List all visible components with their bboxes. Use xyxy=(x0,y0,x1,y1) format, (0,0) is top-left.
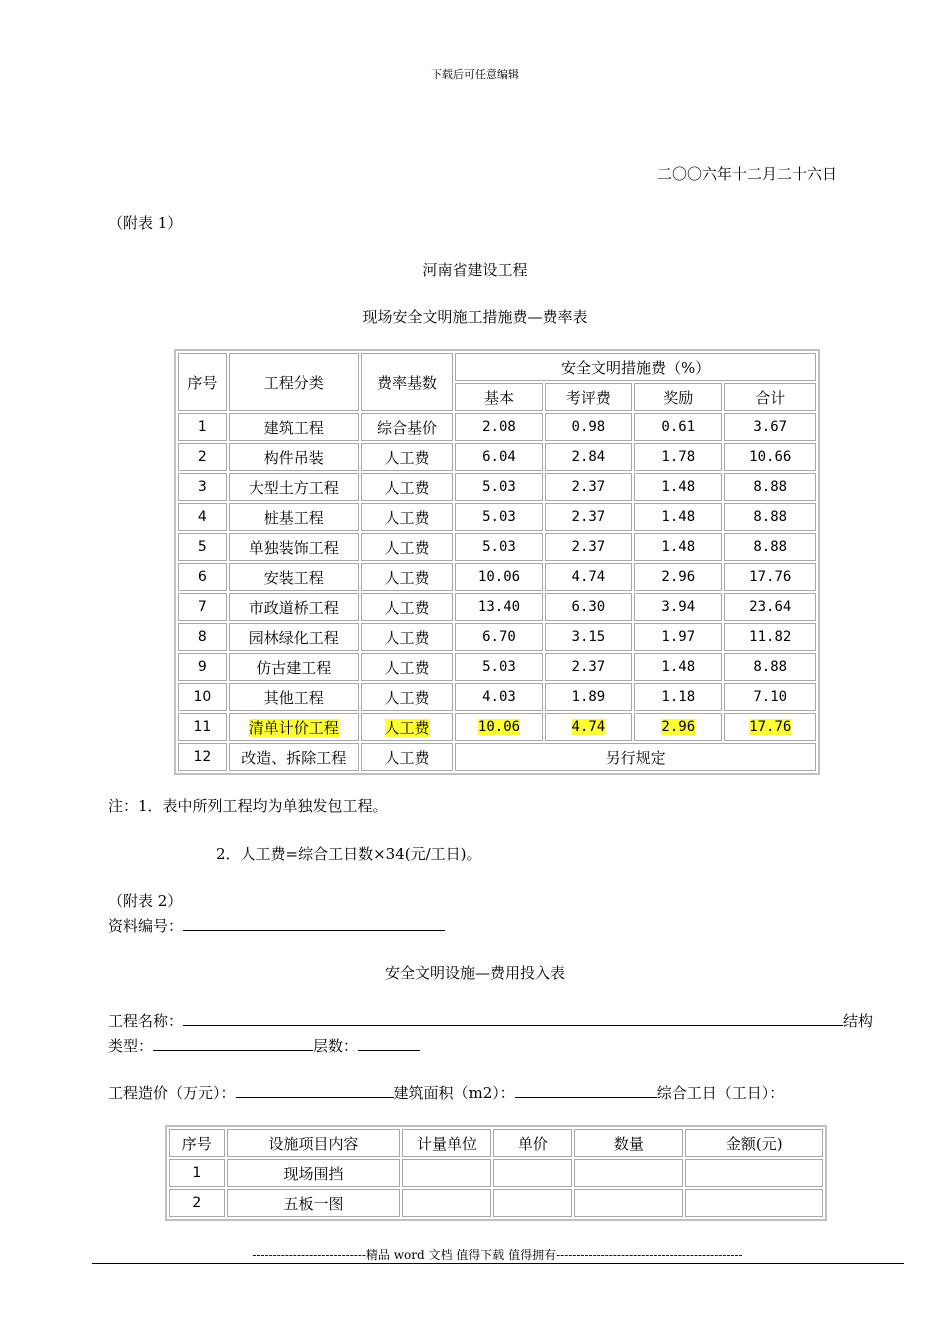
row-category: 市政道桥工程 xyxy=(229,593,359,621)
header-reward: 奖励 xyxy=(634,383,722,411)
row-total: 7.10 xyxy=(724,683,816,711)
row-total: 10.66 xyxy=(724,443,816,471)
row-basic: 5.03 xyxy=(455,653,542,681)
note-1: 注：1．表中所列工程均为单独发包工程。 xyxy=(108,797,388,815)
table-row xyxy=(178,653,816,681)
row-eval: 4.74 xyxy=(545,563,632,591)
row-no: 8 xyxy=(178,623,227,651)
cost-row xyxy=(108,1082,784,1103)
row-category: 改造、拆除工程 xyxy=(229,743,359,771)
row-base: 人工费 xyxy=(361,743,453,771)
row-reward: 1.48 xyxy=(634,503,722,531)
header-basic: 基本 xyxy=(455,383,542,411)
row-base: 综合基价 xyxy=(361,413,453,441)
floors-label: 层数： xyxy=(313,1037,359,1055)
row-category: 单独装饰工程 xyxy=(229,533,359,561)
table-row xyxy=(178,533,816,561)
table2-title: 安全文明设施—费用投入表 xyxy=(384,964,565,982)
header-category: 工程分类 xyxy=(229,353,359,411)
row-total: 23.64 xyxy=(724,593,816,621)
type-floors-row xyxy=(108,1035,420,1056)
cost-label: 工程造价（万元）： xyxy=(108,1084,236,1102)
row-base: 人工费 xyxy=(361,593,453,621)
doc-number-label: 资料编号： xyxy=(108,917,184,935)
project-name-row xyxy=(108,1010,873,1031)
table-row xyxy=(178,443,816,471)
row-eval: 0.98 xyxy=(545,413,632,441)
row-no: 7 xyxy=(178,593,227,621)
row-category: 仿古建工程 xyxy=(229,653,359,681)
row-category: 大型土方工程 xyxy=(229,473,359,501)
row-amount[interactable] xyxy=(685,1189,823,1217)
row-item: 五板一图 xyxy=(227,1189,401,1217)
row-no: 5 xyxy=(178,533,227,561)
row-total: 8.88 xyxy=(724,503,816,531)
row-eval: 2.37 xyxy=(545,653,632,681)
facility-cost-table xyxy=(165,1125,827,1221)
type-field[interactable] xyxy=(153,1036,313,1051)
table-row-highlighted xyxy=(178,713,816,741)
footer-divider xyxy=(92,1263,904,1264)
table-row xyxy=(178,473,816,501)
row-category: 构件吊装 xyxy=(229,443,359,471)
row-category xyxy=(229,713,359,741)
header-unit: 计量单位 xyxy=(402,1129,491,1157)
row-eval: 2.84 xyxy=(545,443,632,471)
note-2: 2．人工费=综合工日数×34(元/工日)。 xyxy=(216,845,482,863)
project-name-label: 工程名称： xyxy=(108,1012,184,1030)
row-no: 9 xyxy=(178,653,227,681)
header-eval: 考评费 xyxy=(545,383,632,411)
row-reward: 1.78 xyxy=(634,443,722,471)
row-reward: 1.18 xyxy=(634,683,722,711)
row-category: 桩基工程 xyxy=(229,503,359,531)
row-category: 其他工程 xyxy=(229,683,359,711)
highlighted-text: 10.06 xyxy=(477,719,521,735)
row-base: 人工费 xyxy=(361,653,453,681)
row-amount[interactable] xyxy=(685,1159,823,1187)
header-note: 下载后可任意编辑 xyxy=(431,68,519,81)
doc-number-field[interactable] xyxy=(183,916,445,931)
row-reward: 1.97 xyxy=(634,623,722,651)
row-basic: 6.04 xyxy=(455,443,542,471)
highlighted-text: 2.96 xyxy=(661,719,696,735)
row-base: 人工费 xyxy=(361,443,453,471)
row-basic: 2.08 xyxy=(455,413,542,441)
row-total: 17.76 xyxy=(724,563,816,591)
row-basic: 5.03 xyxy=(455,503,542,531)
row-basic: 4.03 xyxy=(455,683,542,711)
table1-title-line2: 现场安全文明施工措施费—费率表 xyxy=(362,308,588,326)
header-no: 序号 xyxy=(178,353,227,411)
footer-text: ----------------------------精品 word 文档 值得下载 值得拥有---------------------------------------------- xyxy=(252,1248,743,1262)
row-eval: 1.89 xyxy=(545,683,632,711)
row-basic: 5.03 xyxy=(455,473,542,501)
table-row xyxy=(178,503,816,531)
row-reward: 1.48 xyxy=(634,473,722,501)
row-eval xyxy=(545,713,632,741)
row-eval: 2.37 xyxy=(545,533,632,561)
header-price: 单价 xyxy=(493,1129,572,1157)
header-total: 合计 xyxy=(724,383,816,411)
project-name-field[interactable] xyxy=(183,1011,843,1026)
row-qty[interactable] xyxy=(574,1189,683,1217)
row-no: 6 xyxy=(178,563,227,591)
row-base: 人工费 xyxy=(361,473,453,501)
row-no: 2 xyxy=(169,1189,225,1217)
row-no: 4 xyxy=(178,503,227,531)
row-reward: 1.48 xyxy=(634,533,722,561)
table-row xyxy=(178,683,816,711)
row-total: 8.88 xyxy=(724,473,816,501)
row-no: 3 xyxy=(178,473,227,501)
row-reward xyxy=(634,713,722,741)
row-total: 3.67 xyxy=(724,413,816,441)
row-unit[interactable] xyxy=(402,1189,491,1217)
row-unit[interactable] xyxy=(402,1159,491,1187)
header-qty: 数量 xyxy=(574,1129,683,1157)
highlighted-text: 清单计价工程 xyxy=(248,718,339,737)
table-row xyxy=(178,623,816,651)
table-row xyxy=(169,1189,823,1217)
header-item: 设施项目内容 xyxy=(227,1129,401,1157)
appendix-1-label: （附表 1） xyxy=(108,214,183,232)
row-reward: 3.94 xyxy=(634,593,722,621)
highlighted-text: 人工费 xyxy=(384,718,430,737)
table-row xyxy=(169,1159,823,1187)
row-reward: 2.96 xyxy=(634,563,722,591)
header-fee-group: 安全文明措施费（%） xyxy=(455,353,816,381)
highlighted-text: 4.74 xyxy=(571,719,606,735)
row-basic: 10.06 xyxy=(455,563,542,591)
cost-field[interactable] xyxy=(236,1083,394,1098)
row-no: 1 xyxy=(169,1159,225,1187)
row-base: 人工费 xyxy=(361,623,453,651)
table-row xyxy=(178,743,816,771)
row-no: 2 xyxy=(178,443,227,471)
doc-number-row xyxy=(108,915,445,936)
area-field[interactable] xyxy=(515,1083,657,1098)
floors-field[interactable] xyxy=(358,1036,420,1051)
row-no: 1 xyxy=(178,413,227,441)
row-price[interactable] xyxy=(493,1159,572,1187)
row-qty[interactable] xyxy=(574,1159,683,1187)
row-eval: 6.30 xyxy=(545,593,632,621)
row-price[interactable] xyxy=(493,1189,572,1217)
header-no: 序号 xyxy=(169,1129,225,1157)
row-base xyxy=(361,713,453,741)
row-basic xyxy=(455,713,542,741)
table-row xyxy=(178,563,816,591)
row-total xyxy=(724,713,816,741)
table1-title-line1: 河南省建设工程 xyxy=(422,261,528,279)
document-date: 二〇〇六年十二月二十六日 xyxy=(656,165,837,183)
row-basic: 6.70 xyxy=(455,623,542,651)
row-total: 8.88 xyxy=(724,653,816,681)
row-reward: 0.61 xyxy=(634,413,722,441)
table-row xyxy=(178,413,816,441)
row-reward: 1.48 xyxy=(634,653,722,681)
workdays-label: 综合工日（工日）： xyxy=(656,1084,785,1102)
row-no: 11 xyxy=(178,713,227,741)
header-base: 费率基数 xyxy=(361,353,453,411)
row-basic: 5.03 xyxy=(455,533,542,561)
row-total: 8.88 xyxy=(724,533,816,561)
structure-label: 结构 xyxy=(843,1012,874,1030)
table-row xyxy=(178,593,816,621)
row-base: 人工费 xyxy=(361,683,453,711)
row-no: 12 xyxy=(178,743,227,771)
row-item: 现场围挡 xyxy=(227,1159,401,1187)
row-merged-note: 另行规定 xyxy=(455,743,816,771)
row-eval: 3.15 xyxy=(545,623,632,651)
appendix-2-label: （附表 2） xyxy=(108,892,183,910)
row-eval: 2.37 xyxy=(545,503,632,531)
row-total: 11.82 xyxy=(724,623,816,651)
row-category: 建筑工程 xyxy=(229,413,359,441)
area-label: 建筑面积（m2）： xyxy=(393,1084,515,1102)
row-basic: 13.40 xyxy=(455,593,542,621)
row-category: 园林绿化工程 xyxy=(229,623,359,651)
row-base: 人工费 xyxy=(361,533,453,561)
row-no: 10 xyxy=(178,683,227,711)
fee-rate-table xyxy=(174,349,820,775)
row-base: 人工费 xyxy=(361,563,453,591)
row-eval: 2.37 xyxy=(545,473,632,501)
highlighted-text: 17.76 xyxy=(749,719,792,735)
row-base: 人工费 xyxy=(361,503,453,531)
row-category: 安装工程 xyxy=(229,563,359,591)
type-label: 类型： xyxy=(108,1037,154,1055)
header-amount: 金额(元) xyxy=(685,1129,823,1157)
